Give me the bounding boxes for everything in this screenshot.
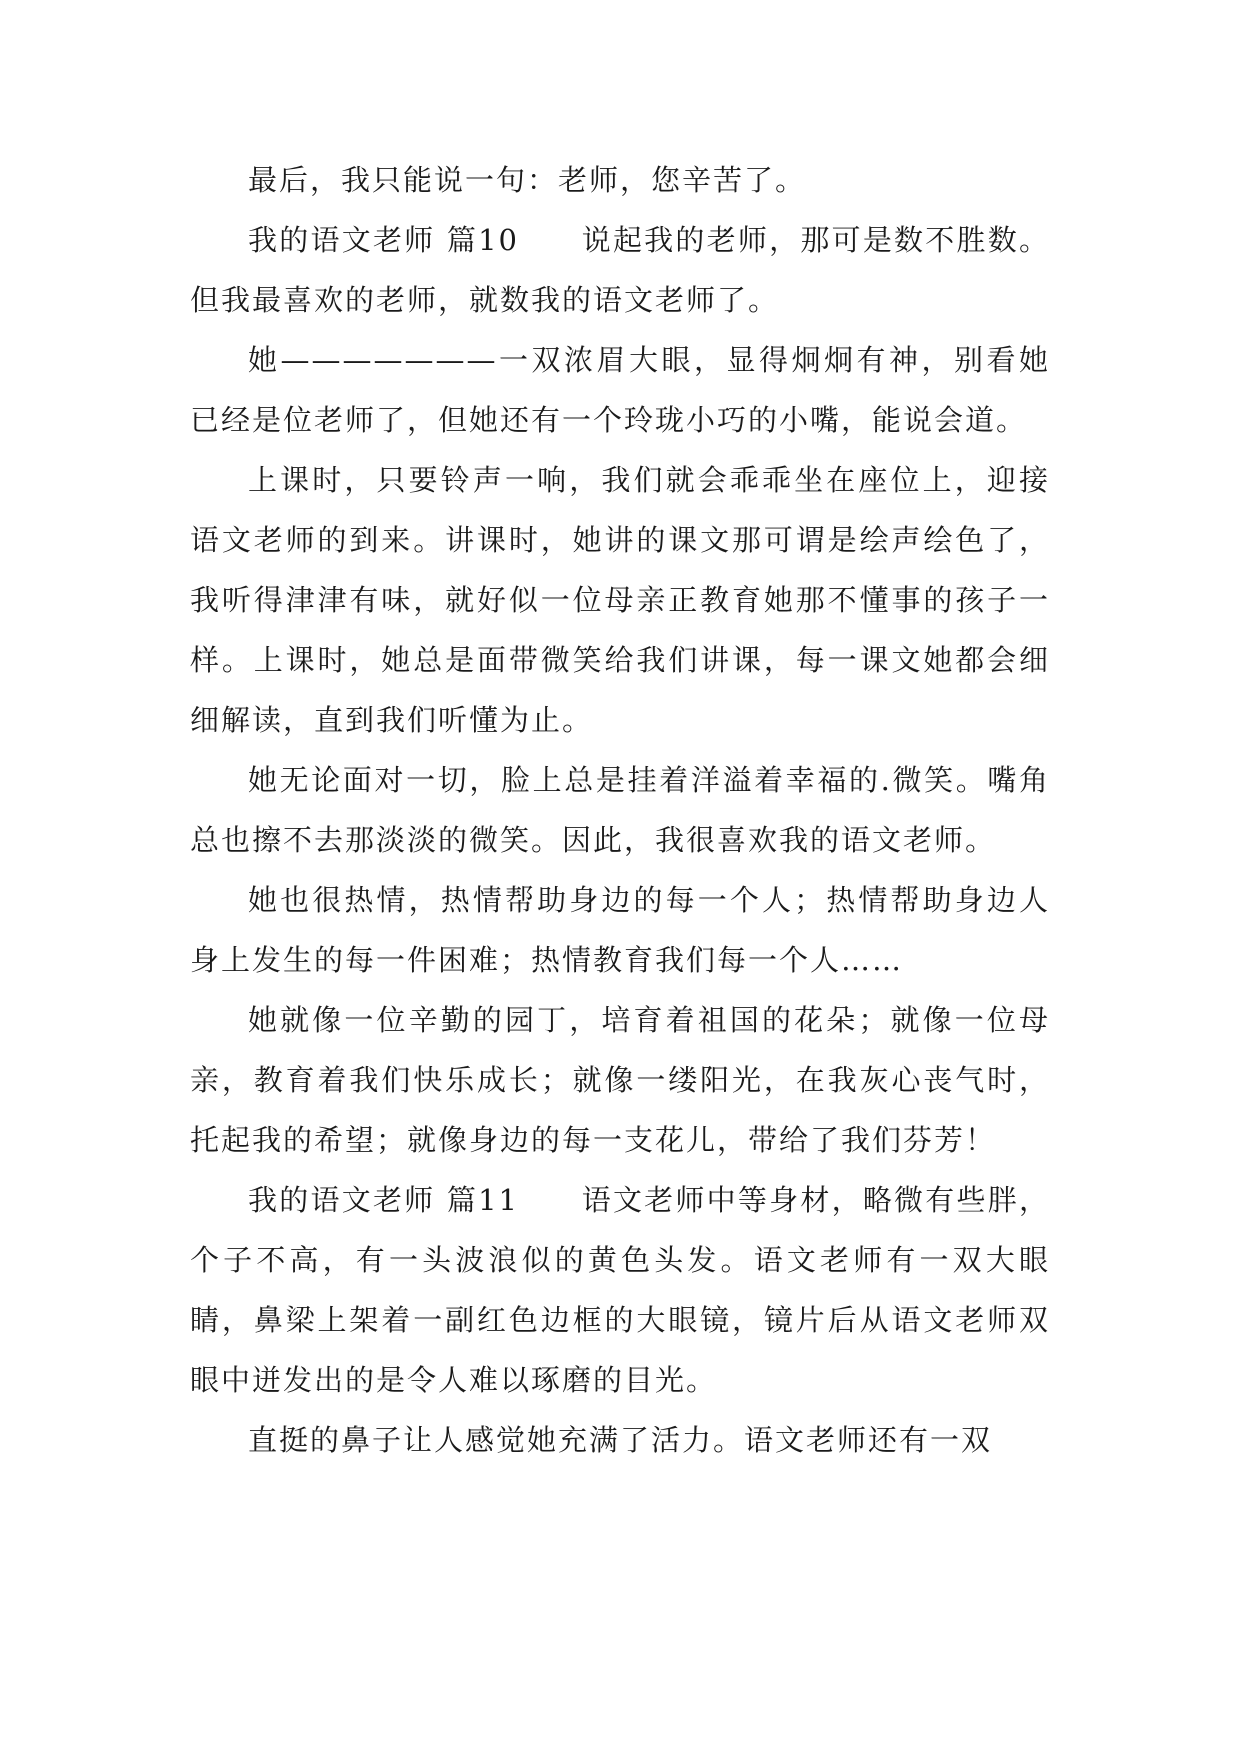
paragraph: 我的语文老师 篇10 说起我的老师，那可是数不胜数。但我最喜欢的老师，就数我的语文老师了。	[190, 223, 1050, 317]
paragraph: 她———————一双浓眉大眼，显得炯炯有神，别看她已经是位老师了，但她还有一个玲珑小巧的小嘴，能说会道。	[190, 343, 1050, 437]
paragraph: 她也很热情，热情帮助身边的每一个人；热情帮助身边人身上发生的每一件困难；热情教育我们每一个人……	[190, 883, 1050, 977]
paragraph: 上课时，只要铃声一响，我们就会乖乖坐在座位上，迎接语文老师的到来。讲课时，她讲的课文那可谓是绘声绘色了，我听得津津有味，就好似一位母亲正教育她那不懂事的孩子一样。上课时，她总是面带微笑给我们讲课，每一课文她都会细细解读，直到我们听懂为止。	[190, 463, 1050, 737]
paragraph: 最后，我只能说一句：老师，您辛苦了。	[248, 163, 807, 197]
paragraph: 她就像一位辛勤的园丁，培育着祖国的花朵；就像一位母亲，教育着我们快乐成长；就像一缕阳光，在我灰心丧气时，托起我的希望；就像身边的每一支花儿，带给了我们芬芳！	[190, 1003, 1050, 1157]
paragraph: 她无论面对一切，脸上总是挂着洋溢着幸福的.微笑。嘴角总也擦不去那淡淡的微笑。因此，我很喜欢我的语文老师。	[190, 763, 1050, 857]
body-text	[190, 150, 1050, 1470]
paragraph: 直挺的鼻子让人感觉她充满了活力。语文老师还有一双	[248, 1423, 993, 1457]
paragraph: 我的语文老师 篇11 语文老师中等身材，略微有些胖，个子不高，有一头波浪似的黄色头发。语文老师有一双大眼睛，鼻梁上架着一副红色边框的大眼镜，镜片后从语文老师双眼中迸发出的是令人难以琢磨的目光。	[190, 1183, 1050, 1397]
